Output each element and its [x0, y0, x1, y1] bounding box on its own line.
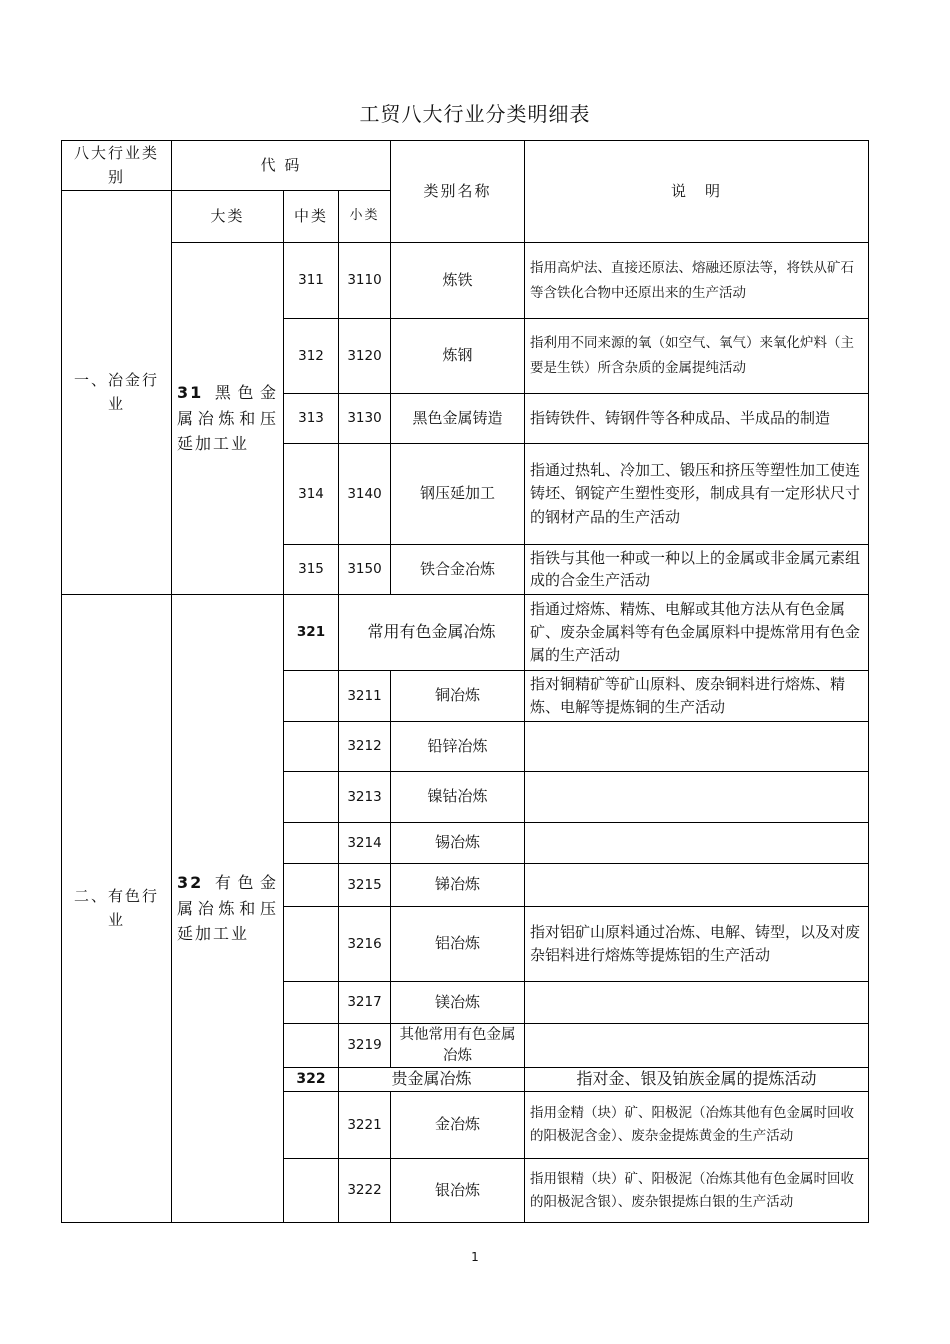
medium-code-empty: [284, 1159, 339, 1223]
description: 指对铝矿山原料通过冶炼、电解、铸型，以及对废杂铝料进行熔炼等提炼铝的生产活动: [525, 907, 869, 982]
description: 指用高炉法、直接还原法、熔融还原法等，将铁从矿石等含铁化合物中还原出来的生产活动: [525, 243, 869, 319]
medium-code-empty: [284, 772, 339, 823]
category-name: 钢压延加工: [391, 444, 525, 545]
medium-code: 312: [284, 319, 339, 394]
category-name: 其他常用有色金属冶炼: [391, 1024, 525, 1068]
minor-code: 3217: [339, 982, 391, 1024]
medium-code-empty: [284, 864, 339, 907]
description: 指对金、银及铂族金属的提炼活动: [525, 1068, 869, 1092]
major-code: 32: [177, 873, 204, 893]
minor-code: 3211: [339, 671, 391, 722]
table-row: [62, 595, 869, 671]
industry-cell: 一、冶金行业: [62, 191, 172, 595]
medium-code: 311: [284, 243, 339, 319]
minor-code: 3216: [339, 907, 391, 982]
header-medium: 中类: [284, 191, 339, 243]
category-name: 贵金属冶炼: [339, 1068, 525, 1092]
minor-code: 3150: [339, 545, 391, 595]
medium-code-empty: [284, 1092, 339, 1159]
medium-code: 315: [284, 545, 339, 595]
minor-code: 3212: [339, 722, 391, 772]
description: [525, 982, 869, 1024]
category-name: 铅锌冶炼: [391, 722, 525, 772]
header-row: [62, 141, 869, 191]
category-name: 银冶炼: [391, 1159, 525, 1223]
category-name: 铁合金冶炼: [391, 545, 525, 595]
minor-code: 3140: [339, 444, 391, 545]
major-category-cell: [172, 243, 284, 595]
medium-code-empty: [284, 671, 339, 722]
document-title: 工贸八大行业分类明细表: [359, 102, 591, 126]
category-name: 炼铁: [391, 243, 525, 319]
header-industry-category: 八大行业类别: [62, 141, 172, 191]
minor-code: 3219: [339, 1024, 391, 1068]
medium-code: 321: [284, 595, 339, 671]
industry-cell: 二、有色行业: [62, 595, 172, 1223]
major-category-cell: [172, 595, 284, 1223]
description: 指利用不同来源的氧（如空气、氧气）来氧化炉料（主要是生铁）所含杂质的金属提纯活动: [525, 319, 869, 394]
category-name: 金冶炼: [391, 1092, 525, 1159]
industry-classification-table: [61, 140, 869, 1223]
minor-code: 3214: [339, 823, 391, 864]
minor-code: 3215: [339, 864, 391, 907]
minor-code: 3213: [339, 772, 391, 823]
description: 指通过熔炼、精炼、电解或其他方法从有色金属矿、废杂金属料等有色金属原料中提炼常用有色金属的生产活动: [525, 595, 869, 671]
header-category-name: 类别名称: [391, 141, 525, 243]
description: [525, 1024, 869, 1068]
header-major: 大类: [172, 191, 284, 243]
description: 指通过热轧、冷加工、锻压和挤压等塑性加工使连铸坯、钢锭产生塑性变形，制成具有一定形状尺寸的钢材产品的生产活动: [525, 444, 869, 545]
medium-code-empty: [284, 1024, 339, 1068]
medium-code: 322: [284, 1068, 339, 1092]
description: [525, 772, 869, 823]
medium-code-empty: [284, 907, 339, 982]
category-name: 锡冶炼: [391, 823, 525, 864]
major-code: 31: [177, 383, 204, 403]
category-name: 镍钴冶炼: [391, 772, 525, 823]
header-description: 说 明: [525, 141, 869, 243]
header-minor: 小类: [339, 191, 391, 243]
medium-code-empty: [284, 722, 339, 772]
category-name: 常用有色金属冶炼: [339, 595, 525, 671]
medium-code: 314: [284, 444, 339, 545]
major-name: 黑色金属冶炼和压延加工业: [177, 383, 278, 454]
minor-code: 3130: [339, 394, 391, 444]
minor-code: 3110: [339, 243, 391, 319]
medium-code-empty: [284, 823, 339, 864]
category-name: 锑冶炼: [391, 864, 525, 907]
medium-code: 313: [284, 394, 339, 444]
medium-code-empty: [284, 982, 339, 1024]
page-number: 1: [471, 1250, 479, 1264]
description: 指用金精（块）矿、阳极泥（冶炼其他有色金属时回收的阳极泥含金）、废杂金提炼黄金的生产活动: [525, 1092, 869, 1159]
description: 指铁与其他一种或一种以上的金属或非金属元素组成的合金生产活动: [525, 545, 869, 595]
description: [525, 722, 869, 772]
category-name: 铜冶炼: [391, 671, 525, 722]
description: 指用银精（块）矿、阳极泥（冶炼其他有色金属时回收的阳极泥含银）、废杂银提炼白银的生产活动: [525, 1159, 869, 1223]
table-row: [62, 243, 869, 319]
header-code: 代 码: [172, 141, 391, 191]
category-name: 黑色金属铸造: [391, 394, 525, 444]
minor-code: 3120: [339, 319, 391, 394]
category-name: 镁冶炼: [391, 982, 525, 1024]
major-name: 有色金属冶炼和压延加工业: [177, 873, 278, 944]
description: 指铸铁件、铸钢件等各种成品、半成品的制造: [525, 394, 869, 444]
description: [525, 864, 869, 907]
description: [525, 823, 869, 864]
category-name: 铝冶炼: [391, 907, 525, 982]
description: 指对铜精矿等矿山原料、废杂铜料进行熔炼、精炼、电解等提炼铜的生产活动: [525, 671, 869, 722]
minor-code: 3222: [339, 1159, 391, 1223]
minor-code: 3221: [339, 1092, 391, 1159]
category-name: 炼钢: [391, 319, 525, 394]
